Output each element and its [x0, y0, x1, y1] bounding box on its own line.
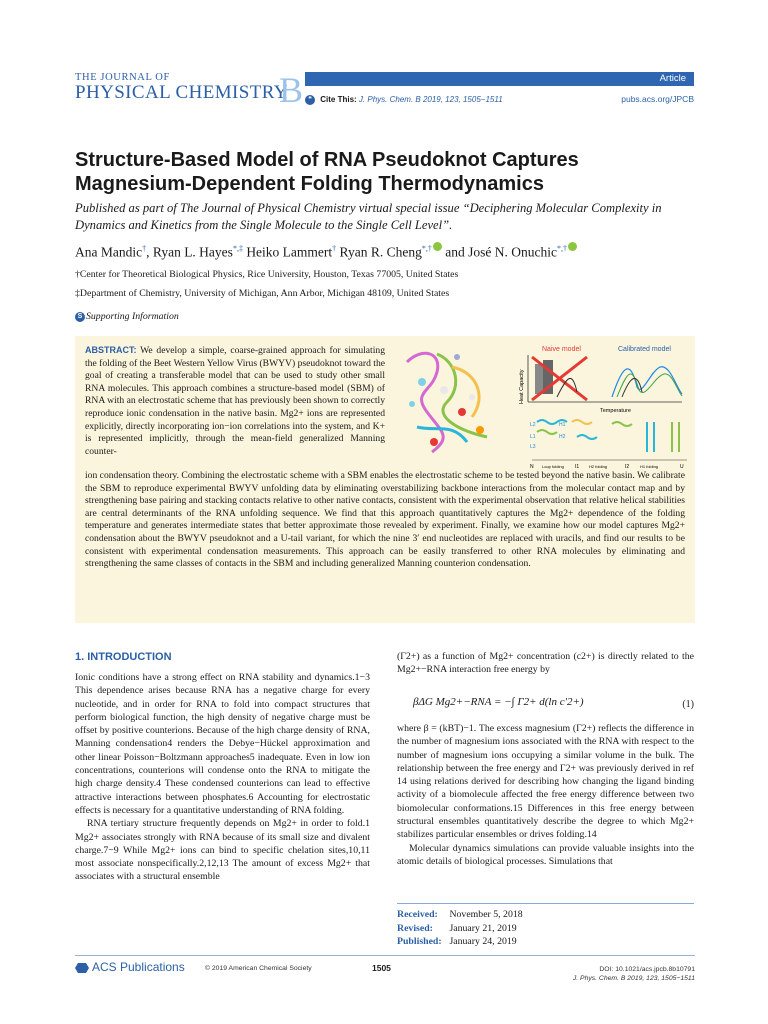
- toc-stage-label: U: [680, 464, 684, 470]
- toc-naive-label: Naive model: [542, 346, 581, 353]
- acs-hexagon-icon: [75, 963, 89, 973]
- affiliation: †Center for Theoretical Biological Physics, Rice University, Houston, Texas 77005, United States: [75, 269, 459, 280]
- toc-stage-label: I1: [575, 464, 580, 470]
- toc-helix-label: H2: [559, 434, 566, 440]
- author-mark: *,‡: [232, 244, 243, 253]
- author-name: Heiko Lammert: [246, 244, 333, 260]
- page-number: 1505: [372, 963, 391, 973]
- toc-stage-label: H1 folding: [640, 464, 659, 469]
- paragraph: where β = (kBT)−1. The excess magnesium (Γ2+) reflects the difference in the number of magnesium ions associated with the RNA with respect to the number of magnesium ions occupying a similar volume in the bulk. The relationship between the free energy and Γ2+ was previously derived in ref 14 using relations derived for describing how changing the ligand binding activity of a biomolecule affected the free energy difference between two biomolecular conformations.15 Differences in this free energy between structural ensembles quantitatively describe the degree to which Mg2+ stabilizes particular ensembles or drives folding.14: [397, 723, 694, 841]
- author-list: Ana Mandic†, Ryan L. Hayes*,‡ Heiko Lammert† Ryan R. Cheng*,† and José N. Onuchic*,†: [75, 240, 695, 261]
- author-mark: *,†: [421, 244, 432, 253]
- toc-y-axis-label: Heat Capacity: [519, 369, 525, 404]
- date-label: Revised:: [397, 922, 433, 934]
- date-value: January 21, 2019: [449, 922, 517, 934]
- date-received: [397, 908, 694, 922]
- affiliation: ‡Department of Chemistry, University of Michigan, Ann Arbor, Michigan 48109, United States: [75, 288, 450, 299]
- supporting-info-icon[interactable]: S: [75, 312, 85, 322]
- journal-url[interactable]: pubs.acs.org/JPCB: [621, 94, 694, 104]
- paragraph: Ionic conditions have a strong effect on RNA stability and dynamics.1−3 This dependence arises because RNA has a negative charge for every nucleotide, and in order for RNA to fold into compact structures that perform biological function, the high density of negative charge must be offset by positive counterions. Because of the high charge density of RNA, Manning condensation4 renders the Debye−Hückel approximation and other linear Poisson−Boltzmann approaches5 inadequate. Even in low ion concentrations, counterions will condense onto the RNA to mitigate the high charge density.4 These condensed counterions can lead to effective attractive interactions between phosphates.6 Accounting for electrostatic effects is necessary for a quantitative understanding of RNA folding.: [75, 672, 370, 816]
- right-column-bottom: [397, 722, 694, 868]
- abstract-narrow: [85, 344, 385, 458]
- section-heading: 1. INTRODUCTION: [75, 651, 172, 663]
- cite-prefix: Cite This:: [320, 95, 357, 105]
- date-value: November 5, 2018: [449, 909, 523, 920]
- right-column-top: [397, 650, 694, 677]
- toc-calibrated-label: Calibrated model: [618, 346, 671, 353]
- toc-helix-label: L3: [530, 444, 536, 450]
- rna-structure-cartoon: [407, 353, 487, 452]
- publisher-logo[interactable]: [75, 960, 185, 974]
- toc-helix-label: L2: [530, 422, 536, 428]
- cite-this[interactable]: [305, 95, 503, 105]
- author-mark: †: [332, 244, 337, 253]
- toc-stage-label: Loop folding: [542, 464, 564, 469]
- author-join: and: [445, 244, 465, 260]
- date-published: [397, 935, 694, 949]
- article-type-bar: [305, 72, 694, 86]
- abstract-text-narrow: We develop a simple, coarse-grained approach for simulating the folding of the Beet Western Yellow Virus (BWYV) pseudoknot toward the goal of creating a transferable model that can be used to study other small RNA molecules. This approach combines a structure-based model (SBM) of RNA with an electrostatic scheme that has previously been shown to correctly reproduce ionic condensation in the native basin. Mg2+ ions are represented explicitly, directly incorporating ion−ion correlations into the system, and K+ is represented implicitly, through the mean-field generalized Manning counter-: [85, 345, 385, 457]
- abstract-wide: ion condensation theory. Combining the electrostatic scheme with a SBM enables the electrostatic scheme to be tested beyond the native basin. We calibrate the SBM to reproduce experimental BWYV unfolding data by eliminating overstabilizing backbone interactions from the molecular contact map and by strengthening base pairing and stacking contacts relative to other native contacts, consistent with the experimental observation that relative helical stabilities are central determinants of the RNA unfolding sequence. We find that this approach quantitatively captures the Mg2+ dependence of the folding temperature and generates intermediate states that better approximate those revealed by experiment. Finally, we examine how our model captures Mg2+ condensation about the BWYV pseudoknot and a U-tail variant, for which the nine 3′ end nucleotides are replaced with uracils, and find our results to be consistent with experimental condensation measurements. This approach can be easily transferred to other RNA molecules by eliminating and strengthening the same classes of contacts in the SBM and including generalized Manning counterion condensation.: [85, 470, 685, 570]
- author-name: Ryan R. Cheng: [339, 244, 422, 260]
- equation-1: [397, 686, 694, 722]
- left-column: [75, 671, 370, 884]
- author-name: José N. Onuchic: [468, 244, 557, 260]
- journal-logo: [75, 70, 304, 110]
- paragraph: Molecular dynamics simulations can provide valuable insights into the atomic details of biological processes. Simulations that: [397, 842, 694, 867]
- journal-logo-main: PHYSICAL CHEMISTRY: [75, 82, 288, 103]
- publisher-name: ACS Publications: [92, 960, 185, 974]
- toc-graphic: [392, 342, 692, 470]
- paragraph: RNA tertiary structure frequently depends on Mg2+ in order to fold.1 Mg2+ associates strongly with RNA because of its small size and divalent charge.7−9 While Mg2+ ions can bind to specific chelation sites,10,11 most associate nonspecifically.2,12,13 The amount of excess Mg2+ that associates with a structural ensemble: [75, 818, 370, 883]
- cite-icon: ❝: [305, 95, 315, 105]
- date-label: Received:: [397, 909, 438, 920]
- footer-citation: J. Phys. Chem. B 2019, 123, 1505−1511: [572, 975, 695, 982]
- author-name: Ana Mandic: [75, 244, 143, 260]
- supporting-info-link[interactable]: Supporting Information: [86, 311, 179, 322]
- toc-stage-label: I2: [625, 464, 630, 470]
- date-value: January 24, 2019: [449, 936, 517, 947]
- toc-folding-stages: [530, 420, 679, 452]
- article-dates: [397, 903, 694, 949]
- toc-stage-label: N: [530, 464, 534, 470]
- journal-logo-letter: B: [279, 70, 304, 110]
- date-label: Published:: [397, 936, 442, 947]
- date-revised: [397, 922, 694, 936]
- article-type-label: Article: [659, 73, 686, 84]
- equation-body: βΔG Mg2+−RNA = −∫ Γ2+ d(ln c′2+): [413, 696, 584, 708]
- orcid-icon[interactable]: [433, 242, 442, 251]
- copyright: © 2019 American Chemical Society: [205, 965, 312, 972]
- journal-logo-top: THE JOURNAL OF: [75, 72, 170, 83]
- author-mark: *,†: [557, 244, 567, 253]
- toc-stage-label: H2 folding: [589, 464, 608, 469]
- toc-helix-label: L1: [530, 434, 536, 440]
- toc-helix-label: H1: [559, 422, 566, 428]
- special-issue-note: Published as part of The Journal of Physical Chemistry virtual special issue “Deciphering Molecular Complexity in Dynamics and Kinetics from the Single Molecule to the Single Cell Level”.: [75, 201, 662, 232]
- cite-reference[interactable]: J. Phys. Chem. B 2019, 123, 1505−1511: [358, 95, 503, 105]
- footer-divider: [75, 955, 695, 956]
- article-title: Structure-Based Model of RNA Pseudoknot Captures Magnesium-Dependent Folding Thermodynamics: [75, 149, 579, 195]
- orcid-icon[interactable]: [568, 242, 577, 251]
- abstract-label: ABSTRACT:: [85, 345, 137, 355]
- author-name: Ryan L. Hayes: [152, 244, 233, 260]
- toc-x-axis-label: Temperature: [600, 408, 631, 414]
- equation-number: (1): [682, 699, 694, 710]
- footer-doi: [530, 965, 695, 983]
- author-mark: †: [142, 244, 147, 253]
- paragraph: (Γ2+) as a function of Mg2+ concentration (c2+) is directly related to the Mg2+−RNA interaction free energy by: [397, 651, 694, 676]
- doi-link[interactable]: DOI: 10.1021/acs.jpcb.8b10791: [599, 966, 695, 973]
